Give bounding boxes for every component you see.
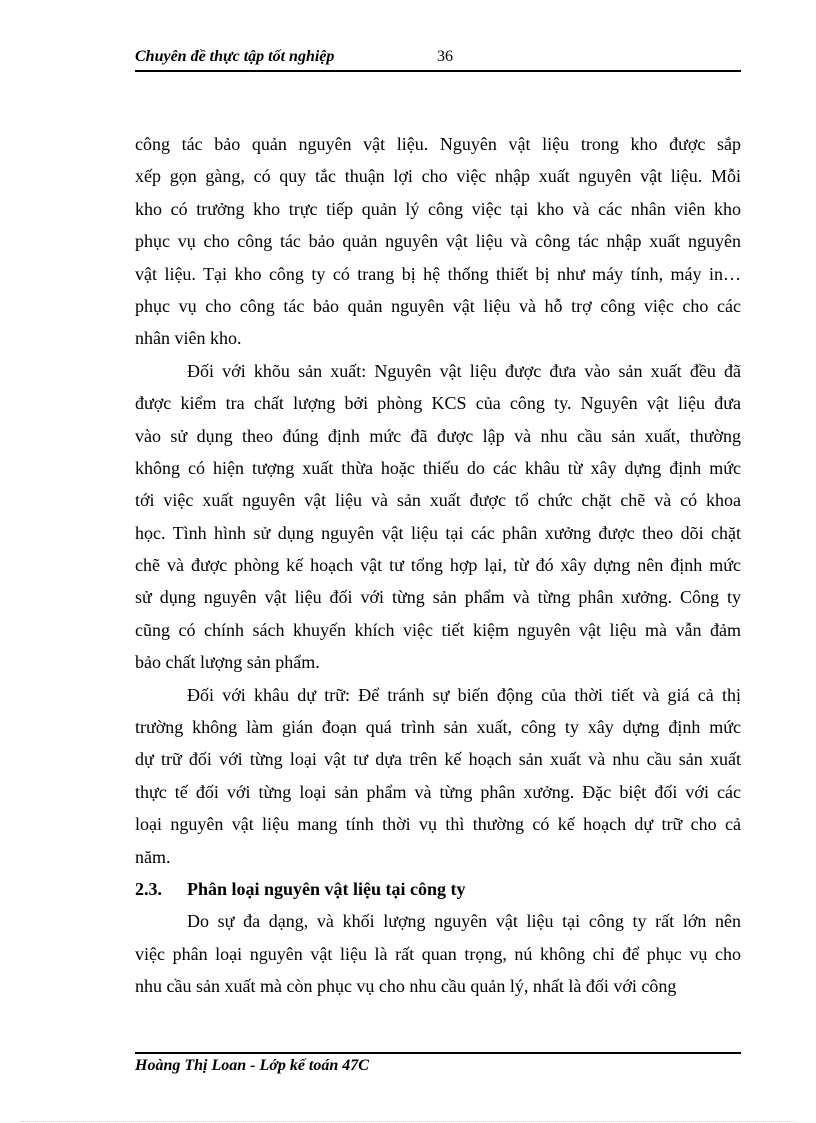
text-line: công tác bảo quản nguyên vật liệu. Nguyên vật liệu trong kho được sắp bbox=[135, 134, 741, 154]
text-line: thực tế đối với từng loại sản phẩm và từng phân xưởng. Đặc biệt đối với các bbox=[135, 781, 741, 802]
text-line: nhu cầu sản xuất mà còn phục vụ cho nhu cầu quản lý, nhất là đối với công bbox=[135, 976, 677, 997]
section-heading bbox=[135, 873, 741, 905]
section-title: Phân loại nguyên vật liệu tại công ty bbox=[187, 878, 466, 899]
text-line: phục vụ cho công tác bảo quản nguyên vật liệu và hỗ trợ công việc cho các bbox=[135, 295, 741, 316]
text-line: chẽ và được phòng kế hoạch vật tư tổng hợp lại, từ đó xây dựng nên định mức bbox=[135, 555, 741, 576]
page-header bbox=[135, 48, 741, 70]
text-line: kho có trưởng kho trực tiếp quản lý công việc tại kho và các nhân viên kho bbox=[135, 198, 741, 219]
section-number: 2.3. bbox=[135, 878, 162, 899]
text-line: Đối với khõu sản xuất: Nguyên vật liệu được đưa vào sản xuất đều đã bbox=[187, 360, 741, 381]
text-line: học. Tình hình sử dụng nguyên vật liệu tại các phân xưởng được theo dõi chặt bbox=[135, 522, 741, 543]
text-line: vào sử dụng theo đúng định mức đã được lập và nhu cầu sản xuất, thường bbox=[135, 425, 741, 446]
text-line: tới việc xuất nguyên vật liệu và sản xuất được tổ chức chặt chẽ và có khoa bbox=[135, 490, 741, 511]
text-line: dự trữ đối với từng loại vật tư dựa trên kế hoạch sản xuất và nhu cầu sản xuất bbox=[135, 749, 741, 770]
text-line: trường không làm gián đoạn quá trình sản xuất, công ty xây dựng định mức bbox=[135, 717, 741, 738]
text-line: nhân viên kho. bbox=[135, 328, 242, 349]
text-line: cũng có chính sách khuyến khích việc tiết kiệm nguyên vật liệu mà vẫn đảm bbox=[135, 619, 741, 640]
text-line: không có hiện tượng xuất thừa hoặc thiếu do các khâu từ xây dựng định mức bbox=[135, 457, 741, 478]
page-footer: Hoàng Thị Loan - Lớp kế toán 47C bbox=[135, 1057, 369, 1074]
text-line: việc phân loại nguyên vật liệu là rất quan trọng, nú không chỉ để phục vụ cho bbox=[135, 943, 741, 964]
text-line: năm. bbox=[135, 846, 171, 867]
text-line: loại nguyên vật liệu mang tính thời vụ thì thường có kế hoạch dự trữ cho cả bbox=[135, 814, 741, 835]
text-line: Do sự đa dạng, và khối lượng nguyên vật liệu tại công ty rất lớn nên bbox=[187, 911, 741, 932]
footer-rule bbox=[135, 1052, 741, 1054]
text-line: sử dụng nguyên vật liệu đối với từng sản phẩm và từng phân xưởng. Công ty bbox=[135, 587, 741, 608]
text-line: được kiểm tra chất lượng bởi phòng KCS của công ty. Nguyên vật liệu đưa bbox=[135, 393, 741, 414]
text-line: xếp gọn gàng, có quy tắc thuận lợi cho việc nhập xuất nguyên vật liệu. Mỗi bbox=[135, 166, 741, 187]
header-rule bbox=[135, 70, 741, 72]
text-line: Đối với khâu dự trữ: Để tránh sự biến động của thời tiết và giá cả thị bbox=[187, 684, 741, 705]
text-line: vật liệu. Tại kho công ty có trang bị hệ thống thiết bị như máy tính, máy in… bbox=[135, 263, 741, 284]
text-line: phục vụ cho công tác bảo quản nguyên vật liệu và công tác nhập xuất nguyên bbox=[135, 231, 741, 252]
text-line: bảo chất lượng sản phẩm. bbox=[135, 652, 320, 673]
page-edge bbox=[20, 1121, 796, 1122]
body-text bbox=[135, 128, 741, 1003]
page-number: 36 bbox=[437, 48, 453, 65]
document-title: Chuyên đề thực tập tốt nghiệp bbox=[135, 48, 335, 65]
